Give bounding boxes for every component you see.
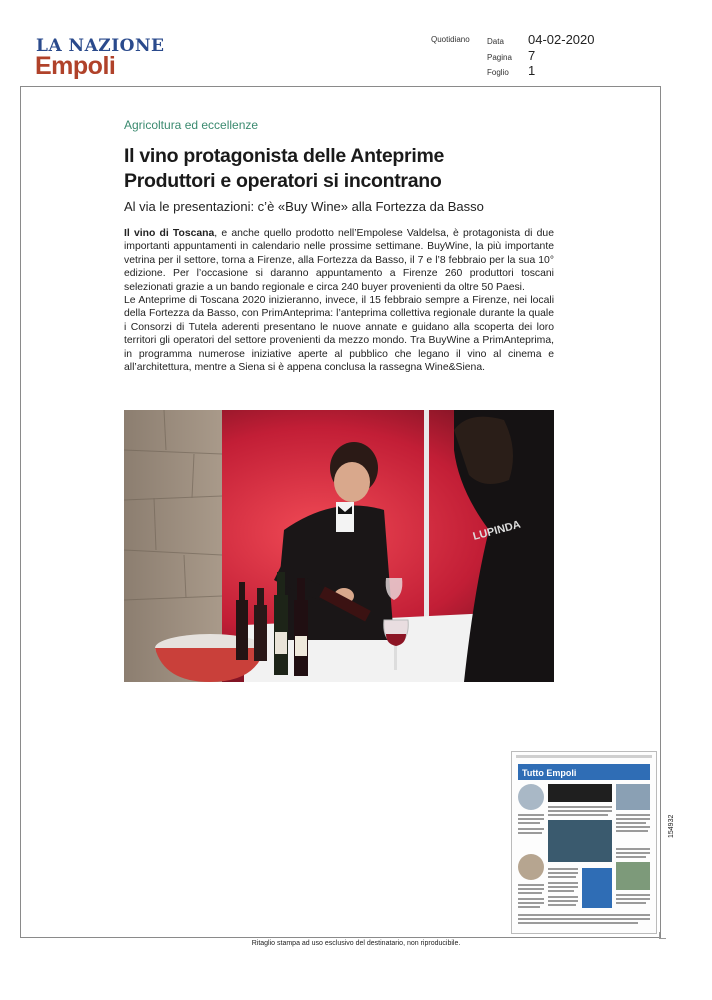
headline: [124, 144, 604, 194]
sheet-value: 1: [528, 63, 536, 78]
page-value: 7: [528, 48, 536, 63]
thumbnail-graphic: [512, 752, 656, 933]
headline-line-2: Produttori e operatori si incontrano: [124, 170, 442, 192]
shirt-lettering: LUPINDA: [471, 518, 523, 543]
date-value: 04-02-2020: [528, 32, 595, 47]
headline-line-1: Il vino protagonista delle Anteprime: [124, 145, 445, 167]
paragraph-2: Le Anteprime di Toscana 2020 inizieranno, invece, il 15 febbraio sempre a Firenze, nei locali della Fortezza da Basso, con PrimAnteprima: l’anteprima collettiva regionale durante la quale i Consorzi di Tutela aderenti presentano le nuove annate e guidano alla scoperta dei loro territori gli operatori del settore provenienti da mezzo mondo. Tra BuyWine a PrimAnteprima, in programma numerose iniziative aperte al pubblico che legano il vino al cinema e all’architettura, mentre a Siena si è appena conclusa la rassegna Wine&Siena.: [124, 295, 554, 374]
subtitle: Al via le presentazioni: c’è «Buy Wine» alla Fortezza da Basso: [124, 199, 484, 214]
clipping-code: 154932: [668, 814, 675, 838]
lead-bold: Il vino di Toscana: [124, 228, 215, 239]
page-label: Pagina: [487, 53, 512, 62]
section-label: Agricoltura ed eccellenze: [124, 118, 259, 132]
article-photo: [124, 410, 554, 682]
paragraph-1: [124, 227, 554, 294]
thumbnail-banner: Tutto Empoli: [522, 768, 577, 778]
footer-disclaimer: Ritaglio stampa ad uso esclusivo del destinatario, non riproducibile.: [251, 940, 461, 947]
article-body: [124, 227, 554, 374]
sheet-label: Foglio: [487, 68, 509, 77]
publication-type: Quotidiano: [431, 35, 470, 44]
page-thumbnail: [511, 751, 657, 934]
paragraph-1-text: , e anche quello prodotto nell’Empolese Valdelsa, è protagonista di due importanti appuntamenti in calendario nelle prossime settimane. BuyWine, la più importante vetrina per il settore, torna a Firenze, alla Fortezza da Basso, il 7 e l’8 febbraio per la sua 10° edizione. Per l’occasione si daranno appuntamento a Firenze 260 produttori toscani selezionati grazie a un bando regionale e circa 240 buyer provenienti da oltre 50 Paesi.: [124, 228, 554, 293]
newspaper-name: LA NAZIONE: [36, 36, 165, 56]
edition-name: Empoli: [35, 52, 116, 80]
date-label: Data: [487, 37, 504, 46]
frame-corner-mark: [659, 932, 666, 939]
